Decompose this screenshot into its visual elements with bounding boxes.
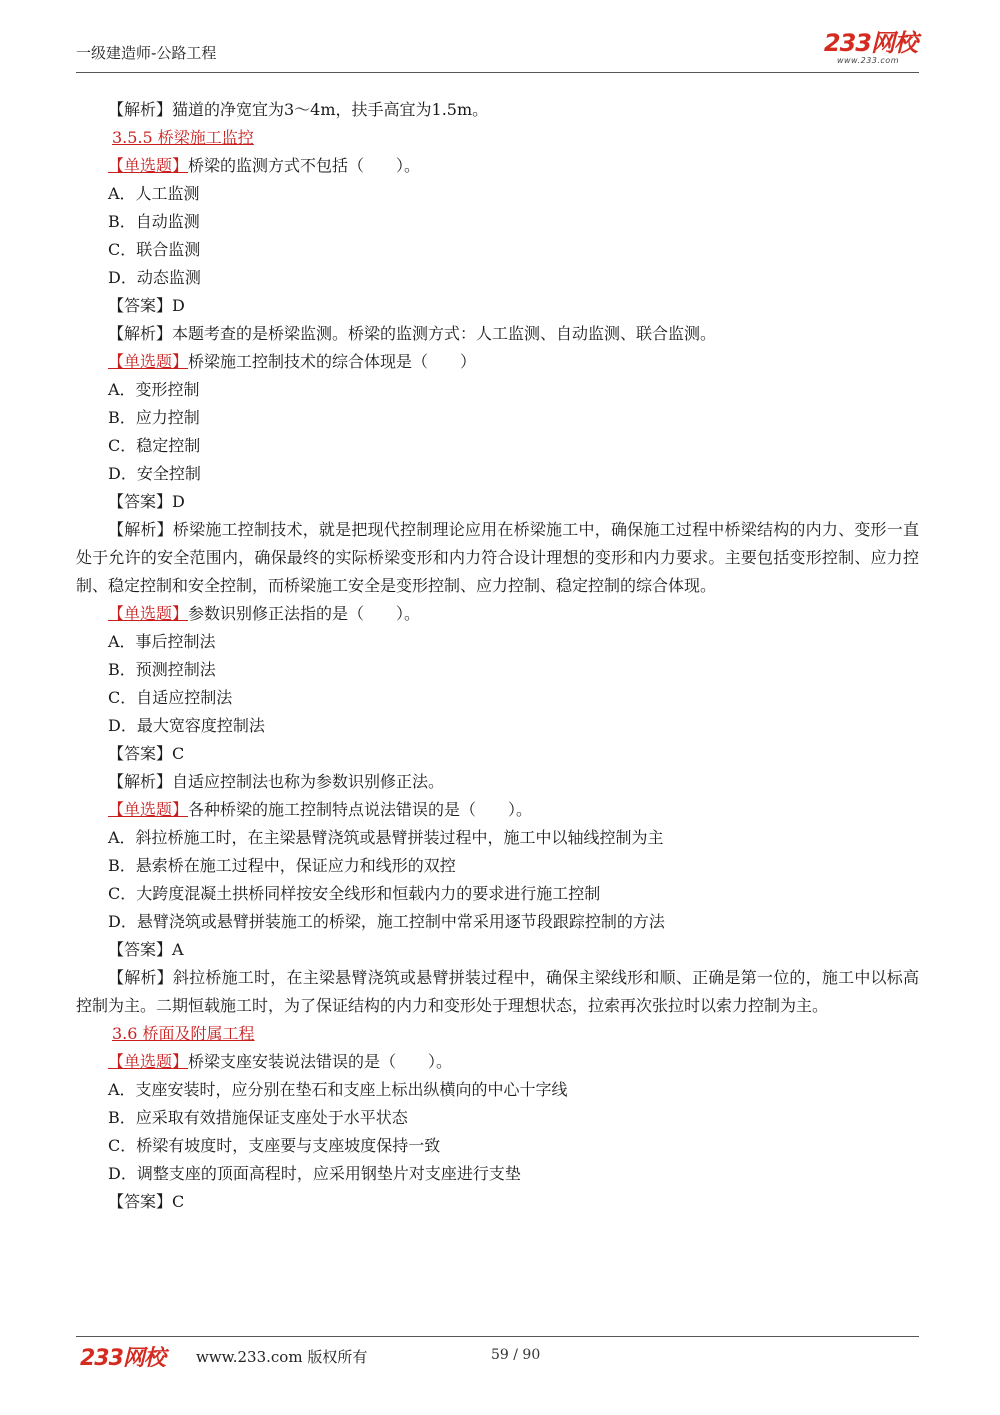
analysis-line: 【解析】本题考查的是桥梁监测。桥梁的监测方式：人工监测、自动监测、联合监测。 bbox=[108, 324, 717, 343]
analysis-paragraph: 【解析】桥梁施工控制技术，就是把现代控制理论应用在桥梁施工中，确保施工过程中桥梁结构的内力、变形一直处于允许的安全范围内，确保最终的实际桥梁变形和内力符合设计理想的变形和内力要求。主要包括变形控制、应力控制、稳定控制和安全控制，而桥梁施工安全是变形控制、应力控制、稳定控制的综合体现。 bbox=[76, 520, 919, 595]
page-footer bbox=[76, 1336, 919, 1377]
analysis-line: 【解析】自适应控制法也称为参数识别修正法。 bbox=[108, 772, 445, 791]
answer-option: C．稳定控制 bbox=[108, 436, 201, 455]
answer-line: 【答案】D bbox=[108, 296, 185, 315]
answer-option: A．斜拉桥施工时，在主梁悬臂浇筑或悬臂拼装过程中，施工中以轴线控制为主 bbox=[108, 828, 664, 847]
page-header bbox=[76, 30, 919, 73]
logo-url: www.233.com bbox=[836, 56, 899, 65]
answer-option: A．变形控制 bbox=[108, 380, 200, 399]
answer-line: 【答案】C bbox=[108, 744, 185, 763]
analysis-paragraph: 【解析】斜拉桥施工时，在主梁悬臂浇筑或悬臂拼装过程中，确保主梁线形和顺、正确是第一位的，施工中以标高控制为主。二期恒载施工时，为了保证结构的内力和变形处于理想状态，拉索再次张拉时以索力控制为主。 bbox=[76, 968, 919, 1015]
page-number: 59 / 90 bbox=[491, 1347, 541, 1363]
question-type-tag: 【单选题】 bbox=[108, 604, 189, 623]
question-text: 参数识别修正法指的是（ ）。 bbox=[188, 604, 421, 623]
answer-option: B．预测控制法 bbox=[108, 660, 216, 679]
answer-line: 【答案】D bbox=[108, 492, 185, 511]
answer-option: A．事后控制法 bbox=[108, 632, 216, 651]
question-line bbox=[76, 600, 919, 628]
document-body bbox=[76, 96, 919, 1216]
question-text: 桥梁施工控制技术的综合体现是（ ） bbox=[188, 352, 477, 371]
analysis-line: 【解析】猫道的净宽宜为3～4m，扶手高宜为1.5m。 bbox=[108, 100, 489, 119]
footer-logo: 233网校 bbox=[80, 1346, 165, 1371]
question-type-tag: 【单选题】 bbox=[108, 1052, 189, 1071]
answer-option: B．自动监测 bbox=[108, 212, 200, 231]
answer-option: C．联合监测 bbox=[108, 240, 201, 259]
answer-option: B．悬索桥在施工过程中，保证应力和线形的双控 bbox=[108, 856, 456, 875]
header-title: 一级建造师-公路工程 bbox=[76, 44, 217, 62]
question-text: 桥梁支座安装说法错误的是（ ）。 bbox=[188, 1052, 453, 1071]
answer-option: D．调整支座的顶面高程时，应采用钢垫片对支座进行支垫 bbox=[108, 1164, 521, 1183]
section-heading: 3.5.5 桥梁施工监控 bbox=[112, 128, 254, 147]
section-heading: 3.6 桥面及附属工程 bbox=[112, 1024, 255, 1043]
question-type-tag: 【单选题】 bbox=[108, 156, 189, 175]
answer-option: B．应采取有效措施保证支座处于水平状态 bbox=[108, 1108, 408, 1127]
brand-logo bbox=[824, 30, 917, 65]
answer-option: D．悬臂浇筑或悬臂拼装施工的桥梁，施工控制中常采用逐节段跟踪控制的方法 bbox=[108, 912, 665, 931]
question-line bbox=[76, 152, 919, 180]
answer-line: 【答案】C bbox=[108, 1192, 185, 1211]
question-line bbox=[76, 348, 919, 376]
question-text: 桥梁的监测方式不包括（ ）。 bbox=[188, 156, 421, 175]
logo-text: 233网校 bbox=[823, 29, 917, 57]
question-type-tag: 【单选题】 bbox=[108, 352, 189, 371]
question-line bbox=[76, 1048, 919, 1076]
answer-option: D．安全控制 bbox=[108, 464, 201, 483]
answer-option: C．大跨度混凝土拱桥同样按安全线形和恒载内力的要求进行施工控制 bbox=[108, 884, 601, 903]
answer-option: C．自适应控制法 bbox=[108, 688, 233, 707]
answer-option: A．支座安装时，应分别在垫石和支座上标出纵横向的中心十字线 bbox=[108, 1080, 568, 1099]
answer-option: B．应力控制 bbox=[108, 408, 200, 427]
answer-option: D．最大宽容度控制法 bbox=[108, 716, 265, 735]
question-type-tag: 【单选题】 bbox=[108, 800, 189, 819]
question-text: 各种桥梁的施工控制特点说法错误的是（ ）。 bbox=[188, 800, 533, 819]
question-line bbox=[76, 796, 919, 824]
answer-option: C．桥梁有坡度时，支座要与支座坡度保持一致 bbox=[108, 1136, 441, 1155]
answer-option: A．人工监测 bbox=[108, 184, 200, 203]
answer-option: D．动态监测 bbox=[108, 268, 201, 287]
answer-line: 【答案】A bbox=[108, 940, 184, 959]
footer-copyright: www.233.com 版权所有 bbox=[196, 1348, 368, 1366]
